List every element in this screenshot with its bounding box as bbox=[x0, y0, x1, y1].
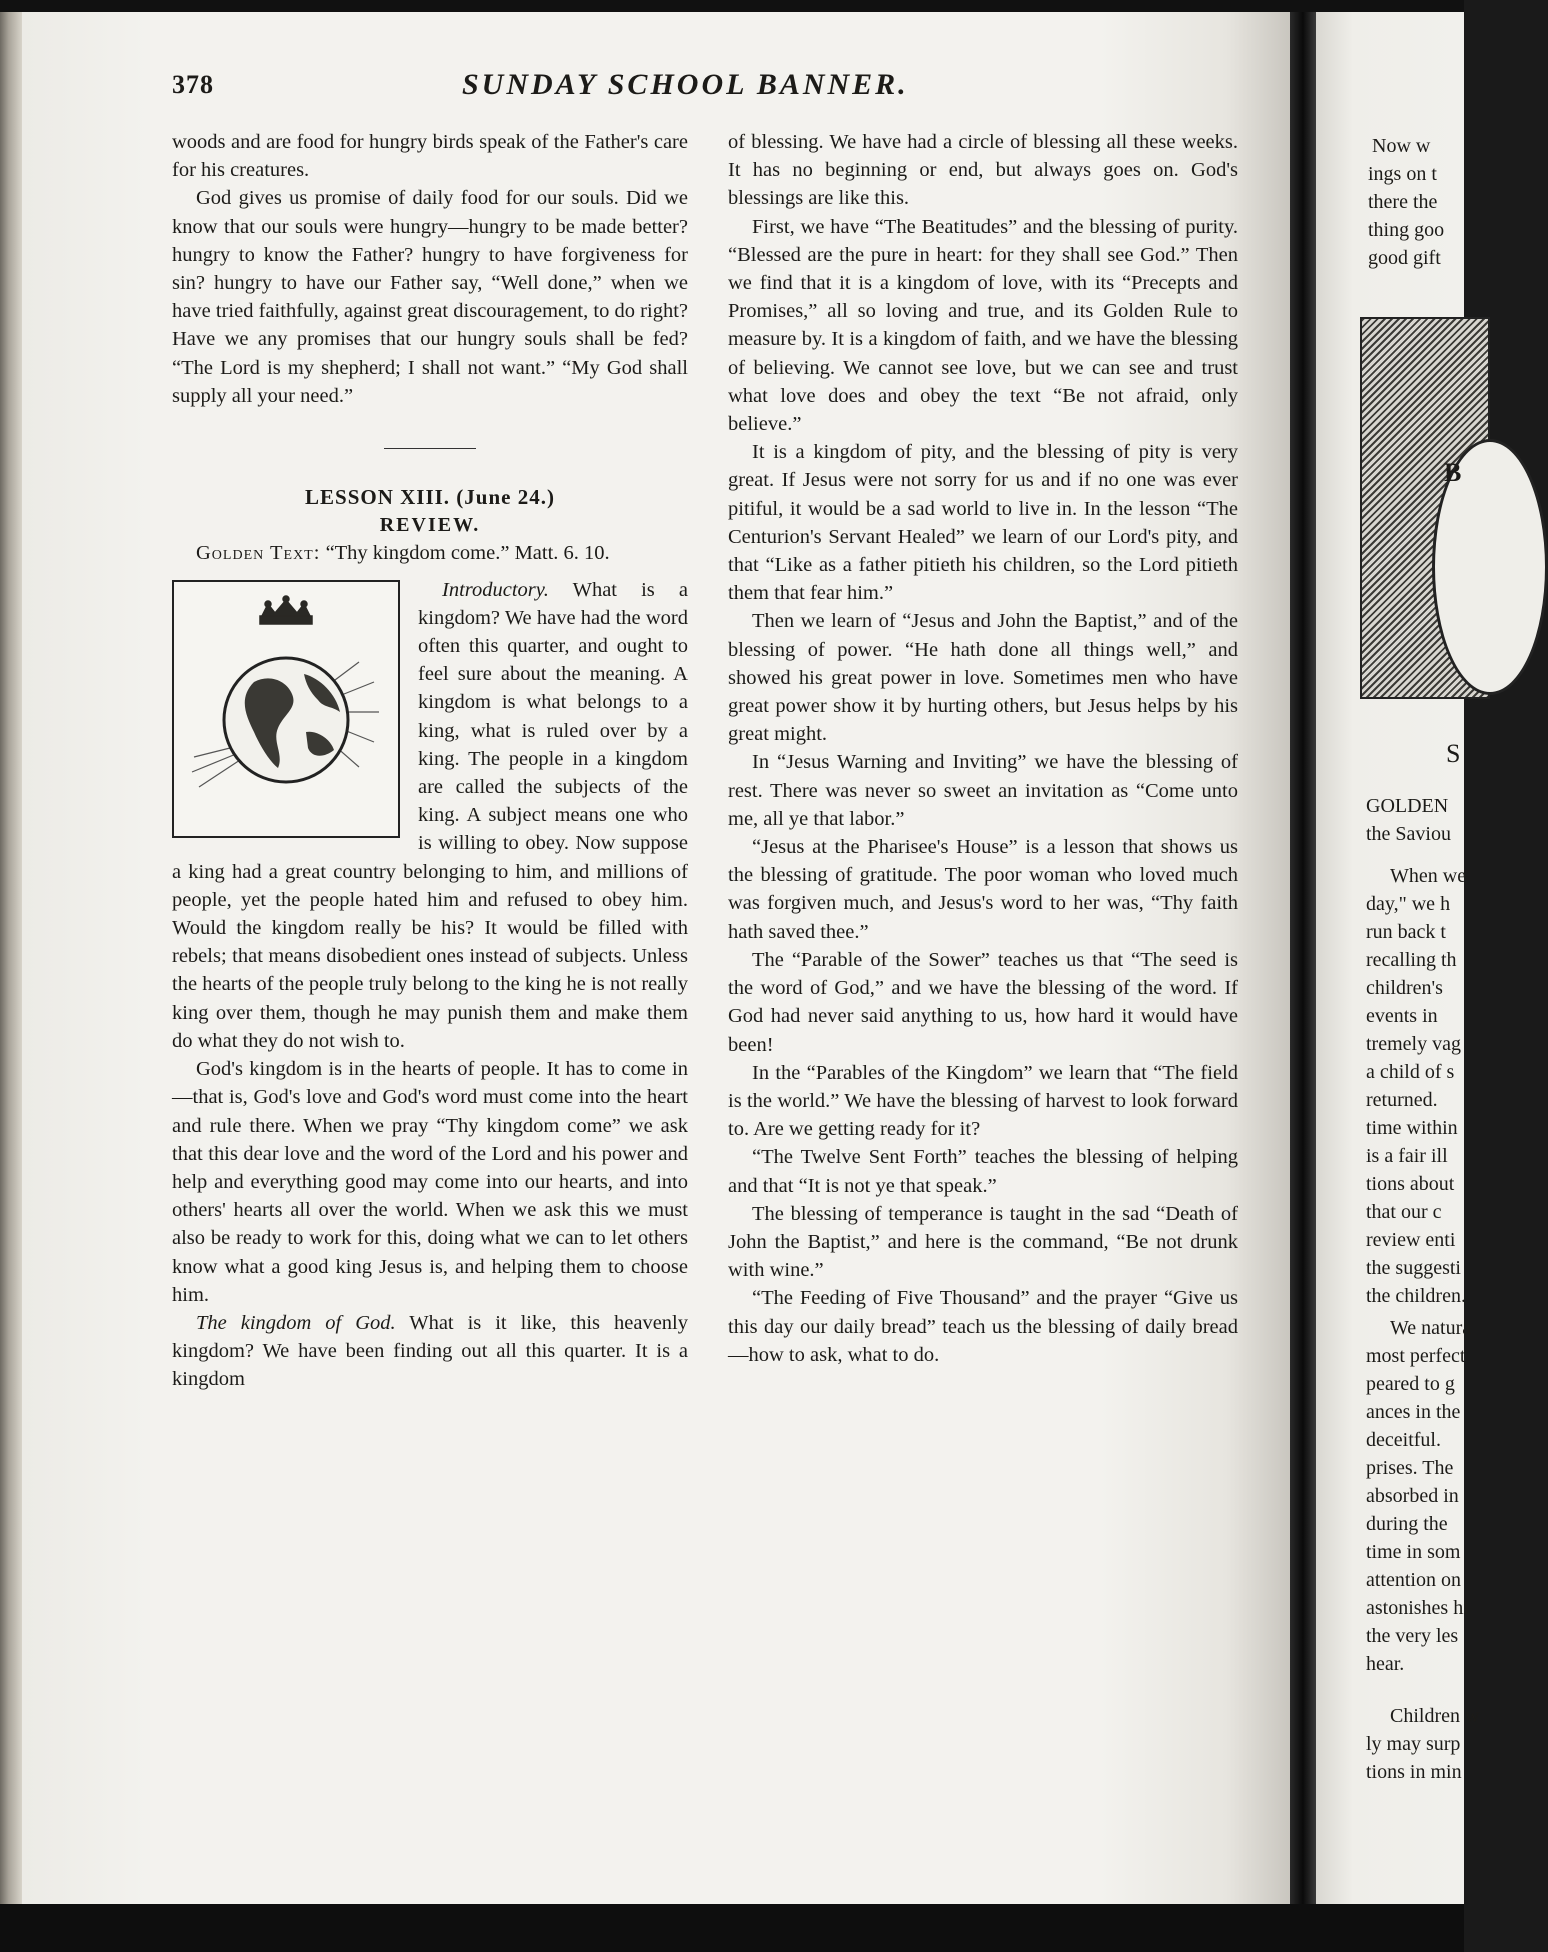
fragment-line: ings on t bbox=[1368, 163, 1437, 185]
paragraph: It is a kingdom of pity, and the blessing of pity is very great. If Jesus were not sorry for us and if no one was ever pitiful, it would be a sad world to live in. In the lesson “The Centurion's Servant Healed” we learn of our Lord's pity, and that “Like as a father pitieth his children, so the Lord pitieth them that fear him.” bbox=[728, 441, 1238, 605]
scan-top-border bbox=[0, 0, 1464, 12]
paragraph: “The Feeding of Five Thousand” and the prayer “Give us this day our daily bread” teach us the blessing of daily bread—how to ask, what to do. bbox=[728, 1287, 1238, 1366]
paragraph: God gives us promise of daily food for our souls. Did we know that our souls were hungry—hungry to be made better? hungry to know the Father? hungry to have forgiveness for sin? hungry to have our Father say, “Well done,” when we have tried faithfully, against great discouragement, to do right? Have we any promises that our hungry souls shall be fed? “The Lord is my shepherd; I shall not want.” “My God shall supply all your need.” bbox=[172, 187, 688, 407]
paragraph: The “Parable of the Sower” teaches us that “The seed is the word of God,” and we have the blessing of the word. If God had never said anything to us, how hard it would have been! bbox=[728, 948, 1238, 1056]
running-title: SUNDAY SCHOOL BANNER. bbox=[462, 68, 909, 101]
facing-page-illustration bbox=[1360, 317, 1490, 699]
paragraph: In the “Parables of the Kingdom” we learn that “The field is the world.” We have the blessing of harvest to look forward to. Are we getting ready for it? bbox=[728, 1061, 1238, 1141]
globe-icon bbox=[174, 582, 398, 836]
lesson-heading: LESSON XIII. (June 24.) bbox=[305, 485, 555, 510]
golden-text bbox=[172, 539, 688, 567]
running-head bbox=[172, 70, 1232, 110]
kingdom-label: The kingdom of God. bbox=[196, 1311, 396, 1334]
fragment-letter: B bbox=[1444, 458, 1462, 487]
paragraph: First, we have “The Beatitudes” and the blessing of purity. “Blessed are the pure in heart: for they shall see God.” Then we find that it is a kingdom of love, with its “Precepts and Promises,” all so loving and true, and its Golden Rule to measure by. It is a kingdom of faith, and we have the blessing of believing. We cannot see love, but we can see and trust what love does and obey the text “Be not afraid, only believe.” bbox=[728, 215, 1238, 436]
paragraph: Then we learn of “Jesus and John the Baptist,” and of the blessing of power. “He hath done all things well,” and showed his great power in love. Sometimes men who have great power show it by hurting others, but Jesus helps by his great might. bbox=[728, 610, 1238, 746]
middle-column bbox=[728, 128, 1238, 1369]
page-number: 378 bbox=[172, 70, 214, 99]
paragraph: In “Jesus Warning and Inviting” we have the blessing of rest. There was never so sweet an invitation as “Come unto me, all ye that labor.” bbox=[728, 751, 1238, 830]
facing-page-fragment: Now w ings on t there the thing goo good gift B S GOLDEN the Saviou When we day," we h run back t recalling th children's events in tremely vag a child of s returned. time within is a fair ill tions about that our c review enti the suggesti the children. We natura most perfect peared to g ances in the deceitful. prises. The absorbed in during the time in som attention on astonishes hi the very les hear. Children w ly may surp tions in min bbox=[1316, 12, 1464, 1904]
introductory-paragraph: Introductory. What is a kingdom? We have had the word often this quarter, and ought to feel sure about the meaning. A kingdom is what belongs to a king, what is ruled over by a king. The people in a kingdom are called the subjects of the king. A subject means one who is willing to obey. Now suppose a king had a great country belonging to him, and millions of people, yet the people hated him and refused to obey him. Would the kingdom really be his? It would be filled with rebels; that means disobedient ones instead of subjects. Unless the hearts of the people truly belong to the king he is not really king over them, though he may punish them and make them do what they do not wish to. bbox=[172, 578, 688, 1052]
paragraph: The blessing of temperance is taught in the sad “Death of John the Baptist,” and here is the command, “Be not drunk with wine.” bbox=[728, 1202, 1238, 1282]
introductory-label: Introductory. bbox=[442, 578, 549, 601]
review-heading: REVIEW. bbox=[379, 514, 481, 537]
fragment-line: there the bbox=[1368, 191, 1438, 213]
paragraph: of blessing. We have had a circle of blessing all these weeks. It has no beginning or end, but always goes on. God's blessings are like this. bbox=[728, 131, 1238, 210]
book-left-edge bbox=[0, 12, 22, 1904]
scan-bottom-border bbox=[0, 1904, 1464, 1952]
paragraph: God's kingdom is in the hearts of people. It has to come in—that is, God's love and God's word must come into the heart and rule there. When we pray “Thy kingdom come” we ask that this dear love and the word of the Lord and his power and help and everything good may come into our hearts, and into others' hearts all over the world. When we ask this we must also be ready to work for this, doing what we can to let others know what a good king Jesus is, and helping them to choose him. bbox=[172, 1058, 688, 1306]
paragraph: woods and are food for hungry birds speak of the Father's care for his creatures. bbox=[172, 131, 688, 182]
golden-text-verse: “Thy kingdom come.” Matt. 6. 10. bbox=[325, 542, 610, 565]
fragment-line: Now w bbox=[1372, 135, 1431, 157]
left-column bbox=[172, 128, 688, 1394]
section-divider bbox=[384, 448, 476, 449]
fragment-line: GOLDEN bbox=[1366, 795, 1449, 817]
crown-globe-illustration bbox=[172, 580, 400, 838]
book-gutter bbox=[1290, 12, 1316, 1904]
paragraph: “Jesus at the Pharisee's House” is a lesson that shows us the blessing of gratitude. The poor woman who loved much was forgiven much, and Jesus's word to her was, “Thy faith hath saved thee.” bbox=[728, 836, 1238, 943]
paragraph: “The Twelve Sent Forth” teaches the blessing of helping and that “It is not ye that speak.” bbox=[728, 1146, 1238, 1197]
kingdom-paragraph: The kingdom of God. What is it like, this heavenly kingdom? We have been finding out all this quarter. It is a kingdom bbox=[172, 1311, 688, 1391]
fragment-line: the Saviou bbox=[1366, 823, 1451, 845]
fragment-line: good gift bbox=[1368, 247, 1441, 269]
golden-text-label: Golden Text: bbox=[196, 542, 321, 565]
fragment-line: thing goo bbox=[1368, 219, 1445, 241]
fragment-heading: S bbox=[1446, 739, 1463, 768]
